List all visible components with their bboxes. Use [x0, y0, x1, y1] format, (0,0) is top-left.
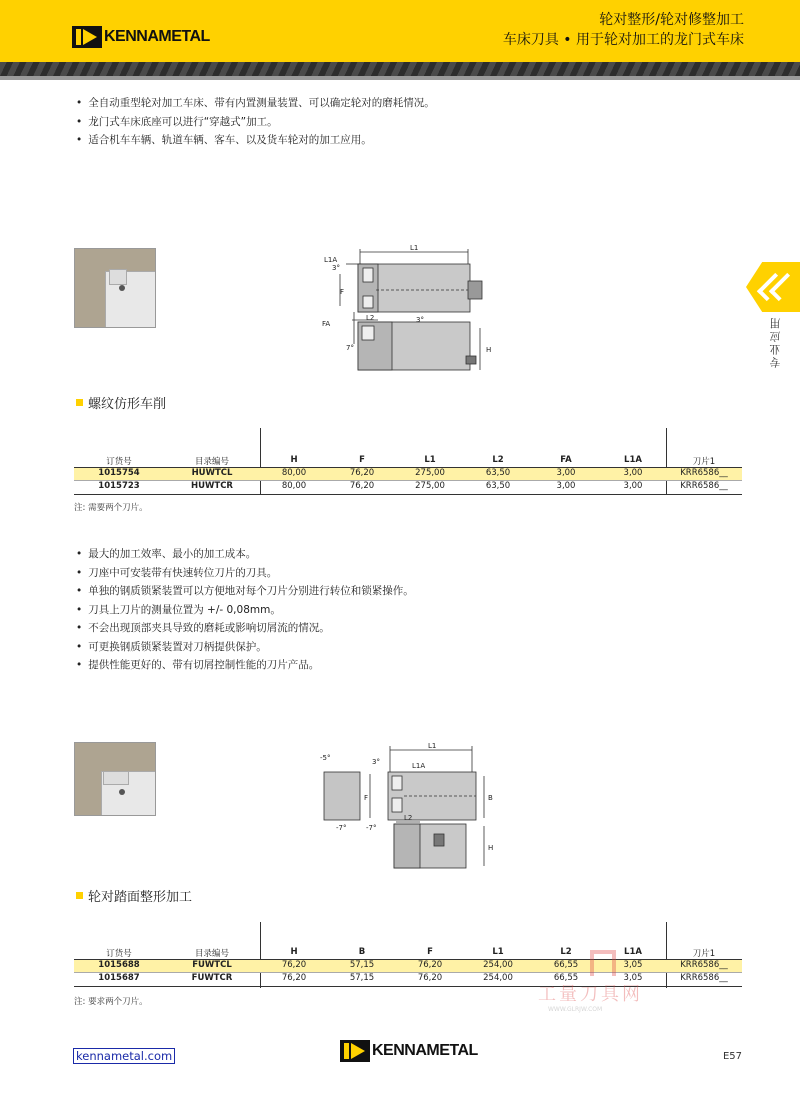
section-title-2 [76, 886, 192, 905]
table-cell: 275,00 [415, 468, 445, 478]
table-cell: 66,55 [553, 960, 579, 970]
table-cell: 76,20 [281, 960, 307, 970]
list-item: • 不会出现顶部夹具导致的磨耗或影响切屑流的情况。 [76, 619, 414, 638]
kennametal-k-icon [72, 26, 102, 48]
dim-label-3deg-b: 3° [416, 316, 424, 324]
table-header-cell: 刀片1 [692, 457, 716, 467]
list-item: • 单独的钢质锁紧装置可以方便地对每个刀片分别进行转位和锁紧操作。 [76, 582, 414, 601]
table-cell: 63,50 [485, 468, 511, 478]
page-number: E57 [722, 1051, 742, 1062]
footer-brand-name: KENNAMETAL [372, 1042, 478, 1059]
list-item: • 适合机车车辆、轨道车辆、客车、以及货车轮对的加工应用。 [76, 131, 435, 150]
table-header-cell: F [427, 947, 433, 957]
table-cell: FUWTCR [191, 973, 233, 983]
table-cell: 57,15 [349, 973, 375, 983]
table-header-cell: H [290, 947, 298, 957]
kennametal-logo [72, 26, 210, 48]
table-cell: 76,20 [281, 973, 307, 983]
table-cell: HUWTCR [191, 481, 233, 491]
header-stripe [0, 62, 800, 76]
table-cell: 254,00 [483, 960, 513, 970]
table-header-cell: L1 [492, 947, 504, 957]
header-title-line2: 车床刀具 • 用于轮对加工的龙门式车床 [502, 32, 744, 48]
table-header-cell: 目录编号 [194, 457, 229, 467]
application-photo-1 [74, 248, 156, 328]
list-item: • 提供性能更好的、带有切屑控制性能的刀片产品。 [76, 656, 414, 675]
table-cell: 3,05 [623, 973, 643, 983]
header-title [503, 10, 744, 50]
list-item: • 刀具上刀片的测量位置为 +/- 0,08mm。 [76, 601, 414, 620]
table-header-cell: H [290, 455, 298, 465]
table-cell: KRR6586__ [680, 960, 728, 970]
side-tab-label: 专业应用 [769, 316, 782, 368]
page-header [0, 0, 800, 62]
dim-label-3deg: 3° [332, 264, 340, 272]
table-header-cell: F [359, 455, 365, 465]
tool-drawing-1 [318, 244, 498, 374]
dim-label-3deg: 3° [372, 758, 380, 766]
list-item: • 龙门式车床底座可以进行“穿越式”加工。 [76, 113, 435, 132]
intro-bullet-list [76, 94, 435, 150]
table-cell: 3,00 [623, 468, 643, 478]
table-cell: 80,00 [281, 481, 307, 491]
dim-label-neg7deg-b: -7° [366, 824, 377, 832]
table-cell: 1015688 [98, 960, 140, 970]
table-cell: 254,00 [483, 973, 513, 983]
table-header-cell: 订货号 [106, 949, 132, 959]
dim-label-f: F [364, 794, 369, 802]
yellow-square-icon [76, 399, 83, 406]
dim-label-neg7deg: -7° [336, 824, 347, 832]
dim-label-b: B [488, 794, 493, 802]
feature-bullet-list [76, 545, 414, 675]
table-cell: 275,00 [415, 481, 445, 491]
dim-label-l2: L2 [366, 314, 375, 322]
table-note-1: 注: 需要两个刀片。 [74, 503, 148, 513]
spec-table-1 [74, 428, 742, 496]
side-tab [746, 262, 800, 312]
table-note-2: 注: 要求两个刀片。 [74, 997, 148, 1007]
table-header-cell: L2 [492, 455, 504, 465]
dim-label-fa: FA [322, 320, 331, 328]
watermark-url: WWW.GLRJW.COM [548, 1006, 603, 1013]
table-cell: 1015754 [98, 468, 140, 478]
table-cell: 76,20 [417, 960, 443, 970]
table-cell: HUWTCL [191, 468, 233, 478]
dim-label-l1: L1 [410, 244, 419, 252]
tool-drawing-2 [312, 738, 502, 874]
table-cell: 3,00 [556, 468, 576, 478]
list-item: • 全自动重型轮对加工车床、带有内置测量装置、可以确定轮对的磨耗情况。 [76, 94, 435, 113]
section-title-1 [76, 393, 166, 412]
table-header-cell: L1A [624, 947, 642, 957]
table-cell: 1015687 [98, 973, 140, 983]
header-title-line1: 轮对整形/轮对修整加工 [599, 12, 744, 28]
list-item: • 刀座中可安装带有快速转位刀片的刀具。 [76, 564, 414, 583]
header-stripe-light [0, 76, 800, 80]
dim-label-l1a: L1A [412, 762, 426, 770]
dim-label-h: H [486, 346, 492, 354]
dim-label-7deg: 7° [346, 344, 354, 352]
table-header-cell: 刀片1 [692, 949, 716, 959]
list-item: • 可更换钢质锁紧装置对刀柄提供保护。 [76, 638, 414, 657]
table-cell: 80,00 [281, 468, 307, 478]
table-cell: KRR6586__ [680, 468, 728, 478]
watermark-text: 工量刀具网 [538, 984, 643, 1005]
table-cell: 1015723 [98, 481, 140, 491]
table-header-cell: 目录编号 [194, 949, 229, 959]
watermark [528, 950, 688, 1013]
table-cell: 57,15 [349, 960, 375, 970]
table-row [74, 481, 742, 493]
section-title-text: 螺纹仿形车削 [88, 397, 167, 412]
application-photo-2 [74, 742, 156, 816]
dim-label-f: F [340, 288, 345, 296]
table-cell: 63,50 [485, 481, 511, 491]
table-cell: 3,00 [556, 481, 576, 491]
list-item: • 最大的加工效率、最小的加工成本。 [76, 545, 414, 564]
table-cell: 76,20 [349, 481, 375, 491]
dim-label-l1: L1 [428, 742, 437, 750]
dim-label-l2: L2 [404, 814, 413, 822]
yellow-square-icon [76, 892, 83, 899]
table-cell: 3,00 [623, 481, 643, 491]
kennametal-k-icon [340, 1040, 370, 1062]
watermark-logo-icon [590, 950, 616, 976]
table-cell: KRR6586__ [680, 973, 728, 983]
footer-kennametal-logo [340, 1040, 478, 1062]
brand-name: KENNAMETAL [104, 28, 210, 45]
table-row [74, 468, 742, 480]
section-title-text: 轮对踏面整形加工 [88, 890, 193, 905]
table-cell: FUWTCL [192, 960, 232, 970]
footer-website-link[interactable]: kennametal.com [73, 1048, 175, 1064]
dim-label-h: H [488, 844, 494, 852]
table-cell: 66,55 [553, 973, 579, 983]
table-header-cell: B [358, 947, 366, 957]
table-header-cell: L1 [424, 455, 436, 465]
table-header-cell: 订货号 [106, 457, 132, 467]
dim-label-l1a: L1A [324, 256, 338, 264]
dim-label-neg5deg: -5° [320, 754, 331, 762]
table-header-cell: L2 [560, 947, 572, 957]
table-cell: 76,20 [417, 973, 443, 983]
table-header-cell: L1A [624, 455, 642, 465]
table-cell: 76,20 [349, 468, 375, 478]
table-cell: KRR6586__ [680, 481, 728, 491]
table-header-cell: FA [560, 455, 572, 465]
table-cell: 3,05 [623, 960, 643, 970]
